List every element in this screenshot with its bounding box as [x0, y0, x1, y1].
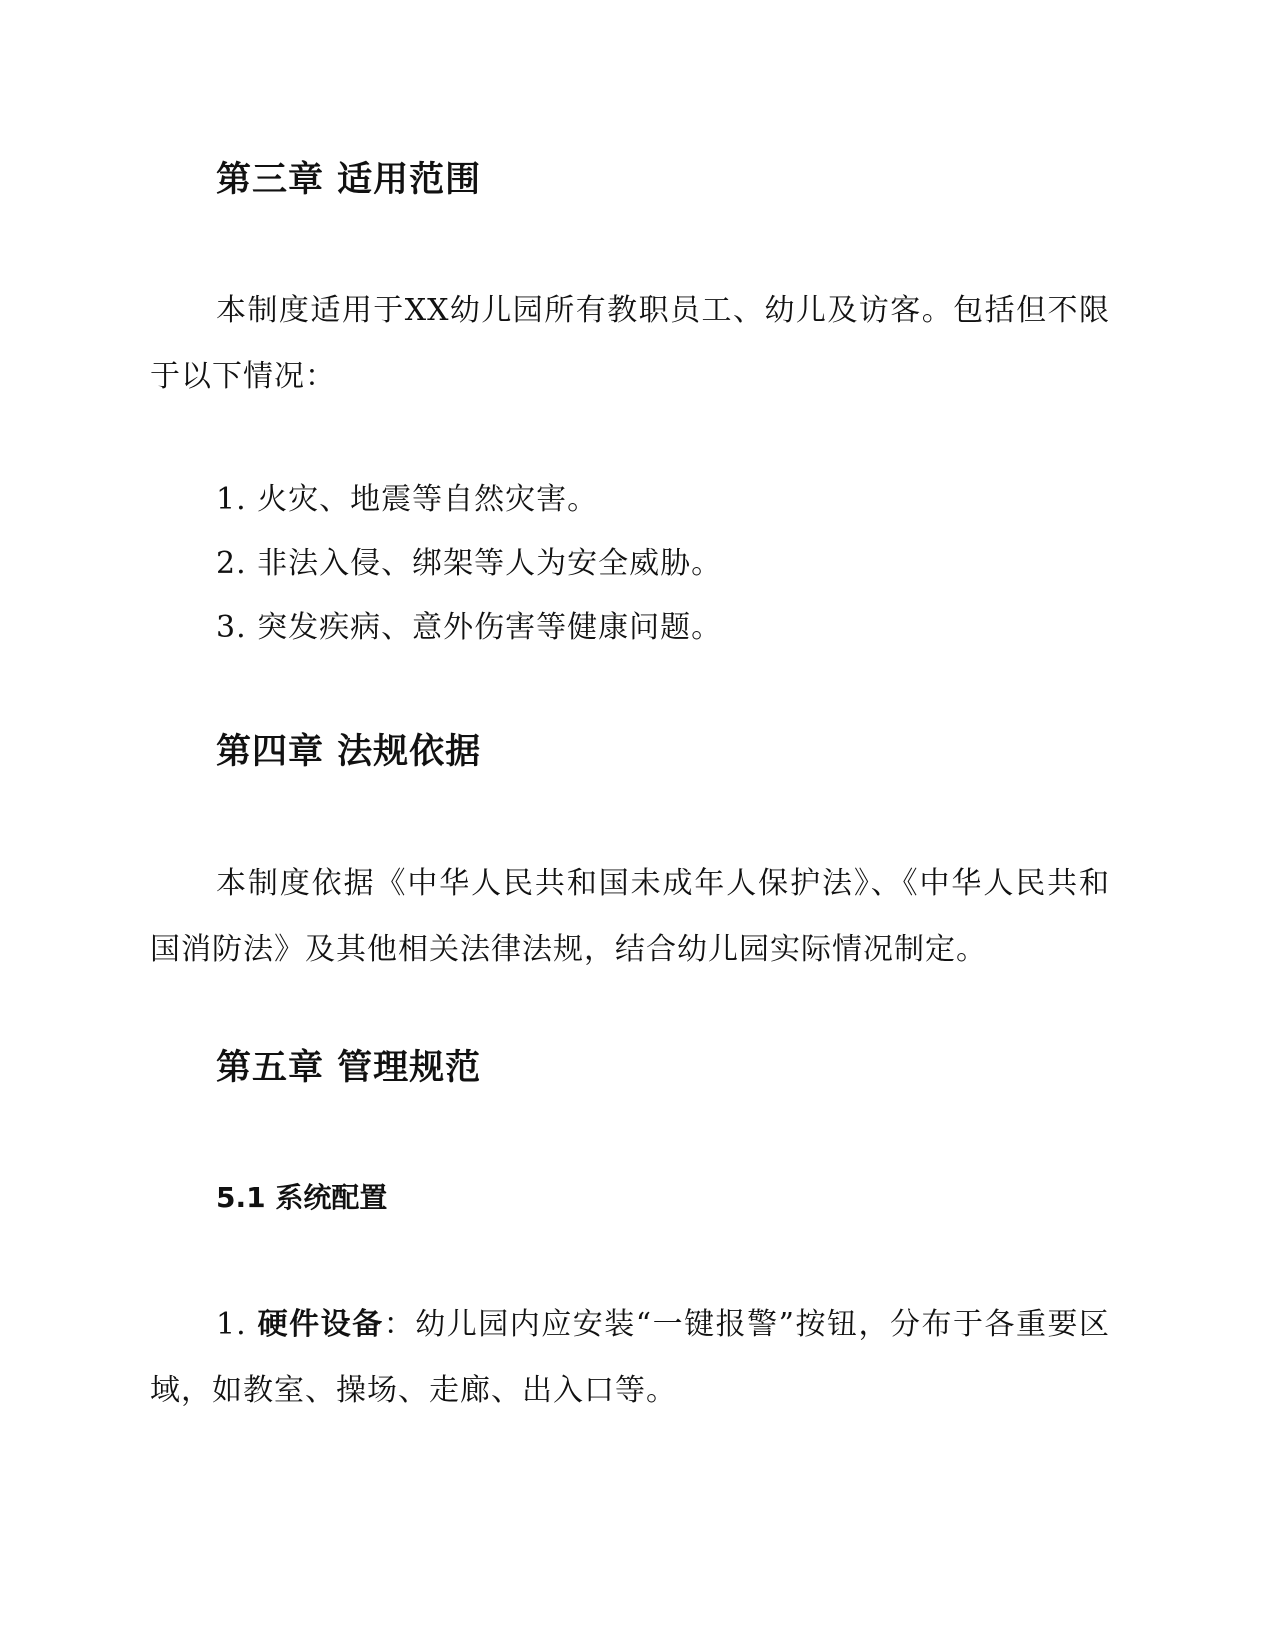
chapter-4-paragraph: 本制度依据《中华人民共和国未成年人保护法》、《中华人民共和国消防法》及其他相关法律法规，结合幼儿园实际情况制定。: [150, 866, 1110, 967]
section-5-1-heading: 5.1 系统配置: [216, 1181, 388, 1214]
chapter-5-heading: 第五章 管理规范: [216, 1048, 482, 1088]
chapter-4-heading: 第四章 法规依据: [216, 732, 482, 772]
chapter-3-paragraph: 本制度适用于XX幼儿园所有教职员工、幼儿及访客。包括但不限于以下情况：: [150, 293, 1110, 394]
item-1-text: ：幼儿园内应安装“一键报警”按钮，分布于各重要区域，如教室、操场、走廊、出入口等。: [150, 1307, 1110, 1408]
section-5-1-item-1: [150, 1292, 1110, 1424]
chapter-3-heading: 第三章 适用范围: [216, 160, 482, 200]
item-1-number: 1.: [216, 1307, 258, 1342]
chapter-3-list-item-3: 3. 突发疾病、意外伤害等健康问题。: [216, 610, 723, 645]
chapter-3-list-item-2: 2. 非法入侵、绑架等人为安全威胁。: [216, 546, 723, 581]
item-1-label: 硬件设备: [257, 1307, 384, 1342]
chapter-3-list-item-1: 1. 火灾、地震等自然灾害。: [216, 482, 599, 517]
